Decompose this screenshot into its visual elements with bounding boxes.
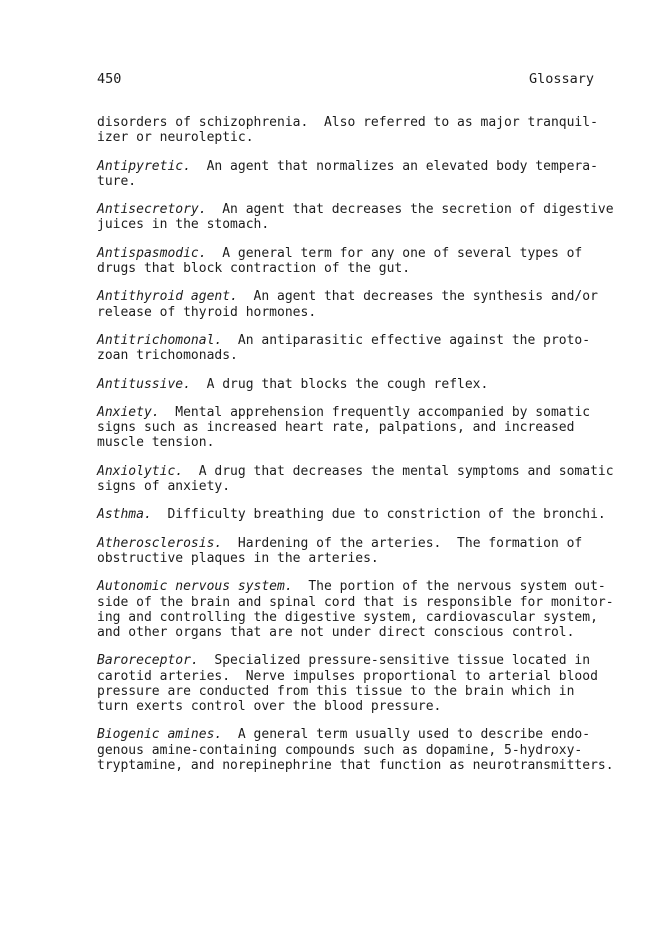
entry-line (97, 348, 607, 363)
entry-term: Antipyretic. (97, 158, 191, 174)
entry-term: Antitrichomonal. (97, 332, 223, 348)
entry-line (97, 174, 607, 189)
entry-line (97, 130, 607, 145)
entry-line (97, 305, 607, 320)
entry-definition-text: A drug that decreases the mental symptoms and somatic (183, 463, 614, 479)
entry-definition-text: Mental apprehension frequently accompanied by somatic (159, 404, 591, 420)
entry-definition-text: izer or neuroleptic. (97, 130, 254, 146)
glossary-entry (97, 246, 607, 276)
entry-term: Asthma. (97, 507, 152, 523)
entry-definition-text: signs such as increased heart rate, palpations, and increased (97, 420, 575, 436)
entry-line (97, 159, 607, 174)
entry-definition-text: genous amine-containing compounds such as dopamine, 5-hydroxy- (97, 742, 583, 758)
entry-definition-text: ing and controlling the digestive system, cardiovascular system, (97, 609, 598, 625)
entry-term: Antithyroid agent. (97, 289, 238, 305)
entry-definition-text: and other organs that are not under direct conscious control. (97, 624, 575, 640)
entry-line (97, 610, 607, 625)
running-head: Glossary (528, 71, 594, 87)
entry-definition-text: Hardening of the arteries. The formation of (222, 535, 583, 551)
glossary-entry (97, 377, 607, 392)
entry-definition-text: An agent that normalizes an elevated body tempera- (190, 158, 598, 174)
page-number: 450 (97, 71, 122, 87)
entry-line (97, 551, 607, 566)
entry-line (97, 653, 607, 668)
entry-line (97, 405, 607, 420)
entry-definition-text: juices in the stomach. (97, 217, 270, 233)
entry-line (97, 727, 607, 742)
entry-line (97, 261, 607, 276)
entry-definition-text: Specialized pressure-sensitive tissue located in (198, 653, 591, 669)
entry-definition-text: turn exerts control over the blood pressure. (97, 698, 442, 714)
entry-line (97, 333, 607, 348)
glossary-entry (97, 653, 607, 714)
entry-term: Autonomic nervous system. (97, 579, 293, 595)
entry-definition-text: carotid arteries. Nerve impulses proportional to arterial blood (97, 668, 598, 684)
entry-definition-text: pressure are conducted from this tissue to the brain which in (97, 683, 575, 699)
entry-definition-text: An agent that decreases the synthesis and/or (237, 289, 598, 305)
entry-term: Antispasmodic. (97, 245, 207, 261)
entry-definition-text: ture. (97, 173, 137, 189)
glossary-entry (97, 536, 607, 566)
entry-line (97, 463, 614, 479)
entry-term: Antisecretory. (97, 202, 207, 218)
entry-line (97, 289, 607, 304)
glossary-entry (97, 507, 607, 522)
entry-definition-text: A general term for any one of several types of (206, 245, 583, 261)
entry-line (97, 377, 607, 392)
entry-line (97, 684, 607, 699)
entry-line (97, 420, 607, 435)
entry-line (97, 202, 614, 218)
glossary-entry (97, 115, 607, 145)
entry-definition-text: A general term usually used to describe endo- (222, 727, 591, 743)
entry-term: Baroreceptor. (97, 653, 199, 669)
entry-definition-text: A drug that blocks the cough reflex. (190, 376, 489, 392)
entry-definition-text: The portion of the nervous system out- (292, 579, 606, 595)
entry-term: Atherosclerosis. (97, 535, 223, 551)
entry-line (97, 246, 607, 261)
entry-line (97, 536, 607, 551)
glossary-entry (97, 289, 607, 319)
entry-definition-text: signs of anxiety. (97, 478, 231, 494)
entry-line (97, 217, 607, 232)
entry-line (97, 479, 607, 494)
glossary-entry (97, 333, 607, 363)
entry-term: Biogenic amines. (97, 727, 223, 743)
entry-term: Anxiolytic. (97, 463, 184, 479)
entry-term: Anxiety. (97, 404, 160, 420)
entry-definition-text: Difficulty breathing due to constriction of the bronchi. (151, 507, 606, 523)
page-header (97, 70, 594, 88)
entry-line (97, 699, 607, 714)
entry-line (97, 579, 607, 594)
entry-definition-text: zoan trichomonads. (97, 348, 238, 364)
glossary-entry (97, 159, 607, 189)
entry-definition-text: muscle tension. (97, 435, 215, 451)
entry-line (97, 669, 607, 684)
entry-definition-text: drugs that block contraction of the gut. (97, 260, 411, 276)
glossary-entries (97, 115, 614, 786)
entry-term: Antitussive. (97, 376, 191, 392)
glossary-entry (97, 463, 614, 494)
glossary-entry (97, 727, 614, 773)
entry-line (97, 115, 607, 130)
glossary-entry (97, 405, 607, 451)
entry-definition-text: side of the brain and spinal cord that is responsible for monitor- (97, 594, 614, 610)
entry-definition-text: An agent that decreases the secretion of digestive (206, 202, 614, 218)
entry-line (97, 435, 607, 450)
entry-line (97, 625, 607, 640)
entry-line (97, 743, 607, 758)
entry-line (97, 757, 614, 773)
entry-definition-text: tryptamine, and norepinephrine that function as neurotransmitters. (97, 757, 614, 773)
glossary-entry (97, 579, 614, 640)
entry-line (97, 594, 614, 610)
entry-definition-text: An antiparasitic effective against the proto- (222, 332, 591, 348)
entry-line (97, 507, 607, 522)
glossary-entry (97, 202, 614, 233)
entry-definition-text: obstructive plaques in the arteries. (97, 550, 379, 566)
entry-definition-text: disorders of schizophrenia. Also referred to as major tranquil- (97, 115, 598, 130)
entry-definition-text: release of thyroid hormones. (97, 304, 317, 320)
